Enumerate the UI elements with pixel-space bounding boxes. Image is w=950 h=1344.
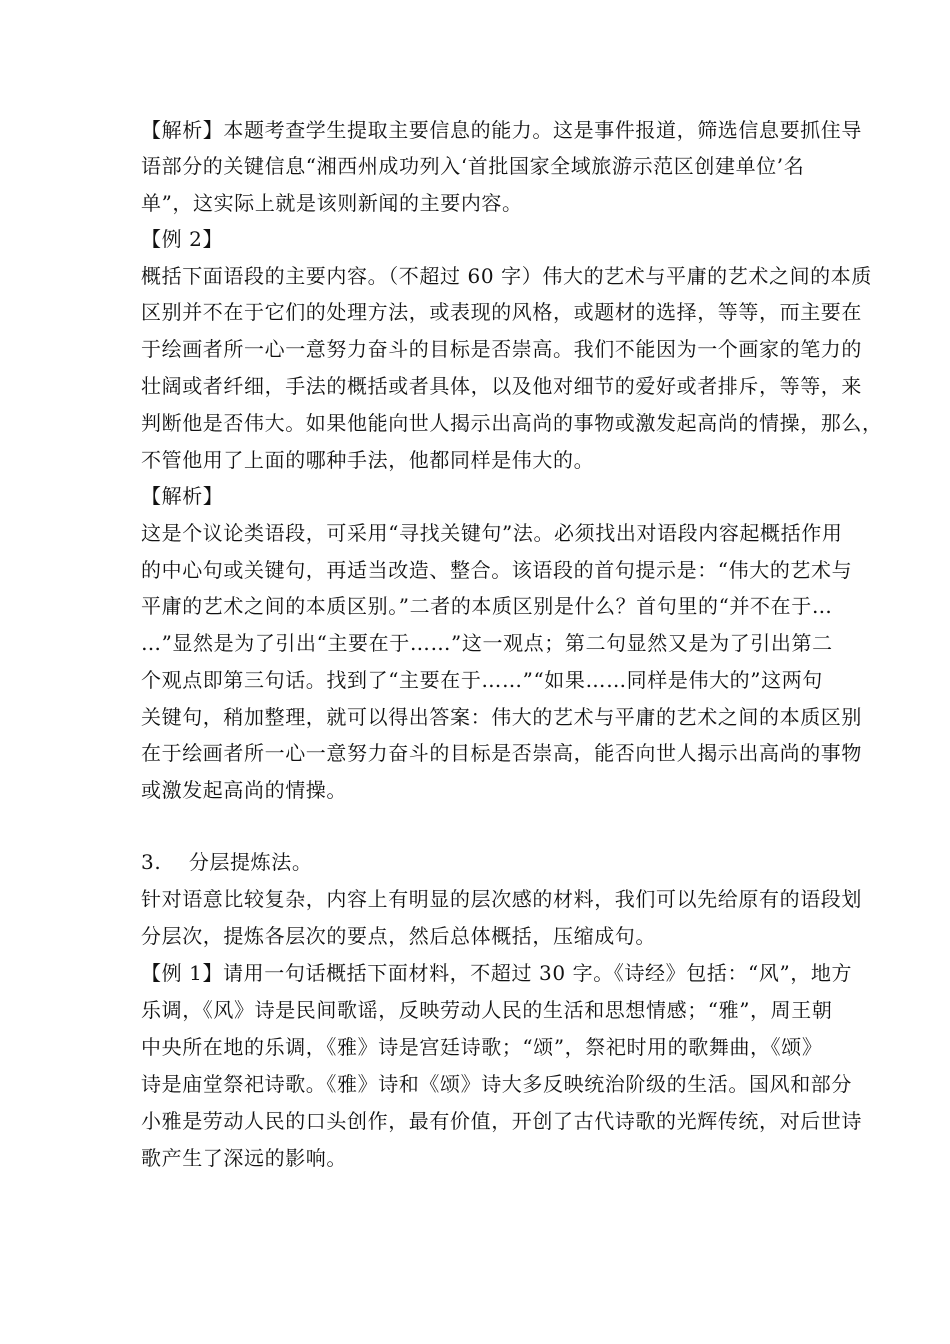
analysis-heading: 【解析】 bbox=[141, 484, 224, 508]
text-line: 中央所在地的乐调，《雅》诗是宫廷诗歌；“颂”，祭祀时用的歌舞曲，《颂》 bbox=[141, 1035, 823, 1059]
text-line: 单”，这实际上就是该则新闻的主要内容。 bbox=[141, 191, 523, 215]
text-line: 的中心句或关键句，再适当改造、整合。该语段的首句提示是：“伟大的艺术与 bbox=[141, 558, 853, 582]
text-line: 针对语意比较复杂，内容上有明显的层次感的材料，我们可以先给原有的语段划 bbox=[141, 887, 862, 911]
text-line: 诗是庙堂祭祀诗歌。《雅》诗和《颂》诗大多反映统治阶级的生活。国风和部分 bbox=[141, 1072, 852, 1096]
text-line: 这是个议论类语段，可采用“寻找关键句”法。必须找出对语段内容起概括作用 bbox=[141, 521, 843, 545]
text-line: 平庸的艺术之间的本质区别。”二者的本质区别是什么？首句里的“并不在于… bbox=[141, 594, 833, 618]
text-line: 乐调，《风》诗是民间歌谣，反映劳动人民的生活和思想情感；“雅”，周王朝 bbox=[141, 998, 833, 1022]
text-line: 或激发起高尚的情操。 bbox=[141, 778, 347, 802]
text-line: 不管他用了上面的哪种手法，他都同样是伟大的。 bbox=[141, 448, 595, 472]
text-line: 于绘画者所一心一意努力奋斗的目标是否崇高。我们不能因为一个画家的笔力的 bbox=[141, 337, 862, 361]
text-line: 分层次，提炼各层次的要点，然后总体概括，压缩成句。 bbox=[141, 924, 656, 948]
section-heading: 3. 分层提炼法。 bbox=[141, 850, 313, 874]
text-line: …”显然是为了引出“主要在于……”这一观点；第二句显然又是为了引出第二 bbox=[141, 631, 833, 655]
text-line: 语部分的关键信息“湘西州成功列入‘首批国家全域旅游示范区创建单位’名 bbox=[141, 154, 805, 178]
example-heading: 【例 2】 bbox=[141, 227, 224, 251]
text-line: 概括下面语段的主要内容。（不超过 60 字）伟大的艺术与平庸的艺术之间的本质 bbox=[141, 264, 872, 288]
text-line: 在于绘画者所一心一意努力奋斗的目标是否崇高，能否向世人揭示出高尚的事物 bbox=[141, 741, 862, 765]
text-line: 【解析】本题考查学生提取主要信息的能力。这是事件报道，筛选信息要抓住导 bbox=[141, 118, 862, 142]
text-line: 歌产生了深远的影响。 bbox=[141, 1146, 347, 1170]
text-line: 小雅是劳动人民的口头创作，最有价值，开创了古代诗歌的光辉传统，对后世诗 bbox=[141, 1109, 862, 1133]
text-line: 【例 1】请用一句话概括下面材料，不超过 30 字。《诗经》包括：“风”，地方 bbox=[141, 961, 853, 985]
text-line: 壮阔或者纤细，手法的概括或者具体，以及他对细节的爱好或者排斥，等等，来 bbox=[141, 374, 862, 398]
text-line: 区别并不在于它们的处理方法，或表现的风格，或题材的选择，等等，而主要在 bbox=[141, 300, 862, 324]
text-line: 判断他是否伟大。如果他能向世人揭示出高尚的事物或激发起高尚的情操，那么， bbox=[141, 411, 883, 435]
text-line: 关键句，稍加整理，就可以得出答案：伟大的艺术与平庸的艺术之间的本质区别 bbox=[141, 705, 862, 729]
text-line: 个观点即第三句话。找到了“主要在于……”“如果……同样是伟大的”这两句 bbox=[141, 668, 823, 692]
